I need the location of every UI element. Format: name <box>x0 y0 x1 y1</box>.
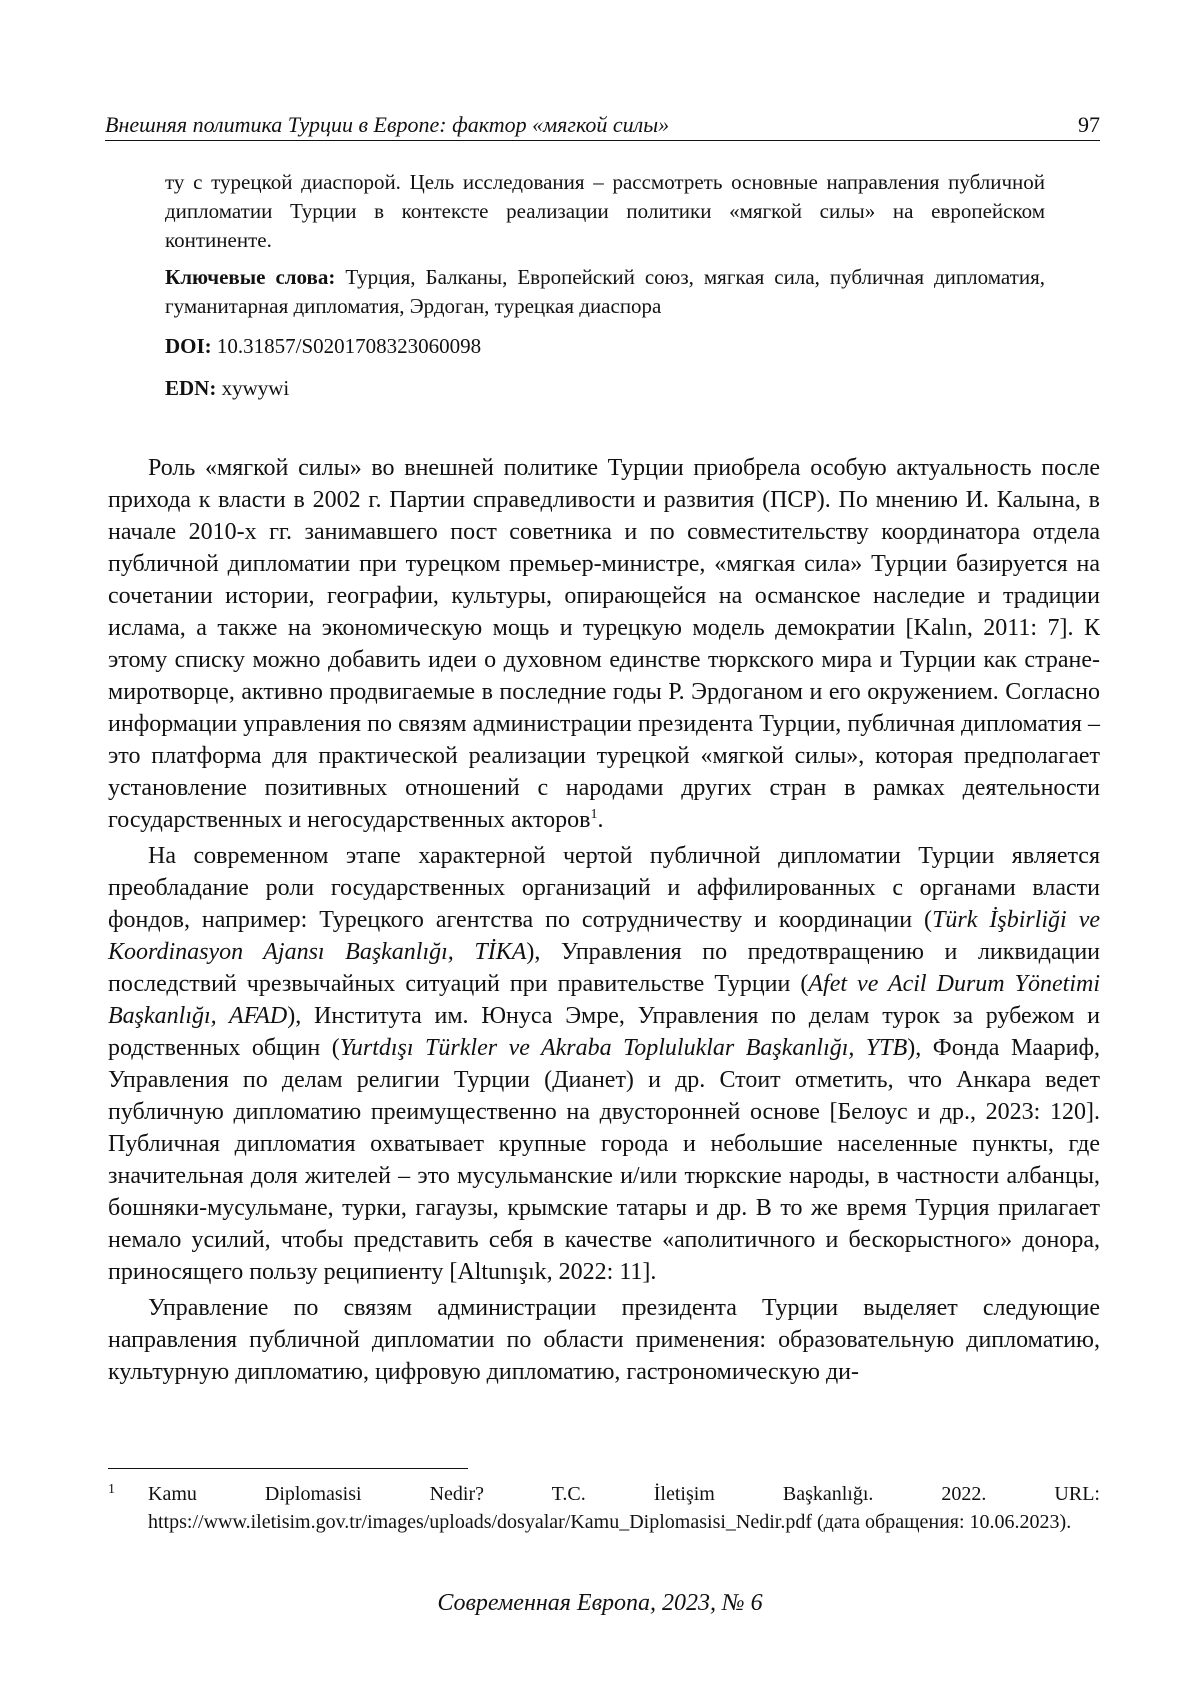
doi <box>165 332 1045 361</box>
footnote-text: Kamu Diplomasisi Nedir? T.C. İletişim Başkanlığı. 2022. URL: https://www.iletisim.gov.tr/images/uploads/dosyalar/Kamu_Diplomasisi_Nedir.pdf (дата обращения: 10.06.2023). <box>148 1483 1100 1533</box>
footnote-reference: 1 <box>590 807 598 822</box>
tika-name: Türk İşbirliği ve Koordinasyon Ajansı Başkanlığı, TİKA <box>108 907 1100 965</box>
paragraph-1-end: . <box>597 807 604 833</box>
paragraph-2-text-a: На современном этапе характерной чертой публичной дипломатии Турции является преобладание роли государственных организаций и аффилированных с органами власти фондов, например: Турецкого агентства по сотрудничеству и координации ( <box>108 843 1100 933</box>
abstract-tail: ту с турецкой диаспорой. Цель исследования – рассмотреть основные направления публичной дипломатии Турции в контексте реализации политики «мягкой силы» на европейском континенте. <box>165 170 1045 252</box>
paragraph-2-text-b: ), Управления по предотвращению и ликвидации последствий чрезвычайных ситуаций при правительстве Турции ( <box>108 939 1100 997</box>
page-number: 97 <box>1078 112 1100 137</box>
running-header <box>105 110 1100 141</box>
edn-value: xywywi <box>221 376 290 400</box>
paragraph-1 <box>108 452 1100 836</box>
running-footer: Современная Европа, 2023, № 6 <box>437 1590 763 1616</box>
body-text <box>108 452 1100 1392</box>
keywords <box>165 263 1045 321</box>
paragraph-2-text-d: ), Фонда Маариф, Управления по делам религии Турции (Дианет) и др. Стоит отметить, что Анкара ведет публичную дипломатию преимущественно на двусторонней основе [Белоус и др., 2023: 120]. Публичная дипломатия охватывает крупные города и небольшие населенные пункты, где значительная доля жителей – это мусульманские и/или тюркские народы, в частности албанцы, бошняки-мусульмане, турки, гагаузы, крымские татары и др. В то же время Турция прилагает немало усилий, чтобы представить себя в качестве «аполитичного и бескорыстного» донора, приносящего пользу реципиенту [Altunışık, 2022: 11]. <box>108 1035 1100 1285</box>
footnote-mark: 1 <box>108 1482 115 1497</box>
keywords-label: Ключевые слова: <box>165 265 336 289</box>
paragraph-2-text-c: ), Института им. Юнуса Эмре, Управления по делам турок за рубежом и родственных общин ( <box>108 1003 1100 1061</box>
running-title: Внешняя политика Турции в Европе: фактор «мягкой силы» <box>105 112 670 137</box>
edn-label: EDN: <box>165 376 217 400</box>
paragraph-1-text: Роль «мягкой силы» во внешней политике Турции приобрела особую актуальность после прихода к власти в 2002 г. Партии справедливости и развития (ПСР). По мнению И. Калына, в начале 2010-х гг. занимавшего пост советника и по совместительству координатора отдела публичной дипломатии при турецком премьер-министре, «мягкая сила» Турции базируется на сочетании истории, географии, культуры, опирающейся на османское наследие и традиции ислама, а также на экономическую мощь и турецкую модель демократии [Kalın, 2011: 7]. К этому списку можно добавить идеи о духовном единстве тюркского мира и Турции как стране-миротворце, активно продвигаемые в последние годы Р. Эрдоганом и его окружением. Согласно информации управления по связям администрации президента Турции, публичная дипломатия – это платформа для практической реализации турецкой «мягкой силы», которая предполагает установление позитивных отношений с народами других стран в рамках деятельности государственных и негосударственных акторов <box>108 455 1100 833</box>
keywords-text: Турция, Балканы, Европейский союз, мягкая сила, публичная дипломатия, гуманитарная дипломатия, Эрдоган, турецкая диаспора <box>165 265 1045 318</box>
footnote-divider <box>108 1468 468 1469</box>
edn <box>165 374 1045 403</box>
paragraph-2 <box>108 840 1100 1288</box>
afad-name: Afet ve Acil Durum Yönetimi Başkanlığı, AFAD <box>108 971 1100 1029</box>
doi-label: DOI: <box>165 334 212 358</box>
abstract-block <box>165 168 1045 403</box>
ytb-name: Yurtdışı Türkler ve Akraba Topluluklar Başkanlığı, YTB <box>339 1035 908 1061</box>
footnote <box>108 1480 1100 1536</box>
doi-value: 10.31857/S0201708323060098 <box>216 334 482 358</box>
paragraph-3: Управление по связям администрации президента Турции выделяет следующие направления публичной дипломатии по области применения: образовательную дипломатию, культурную дипломатию, цифровую дипломатию, гастрономическую ди- <box>108 1295 1100 1385</box>
